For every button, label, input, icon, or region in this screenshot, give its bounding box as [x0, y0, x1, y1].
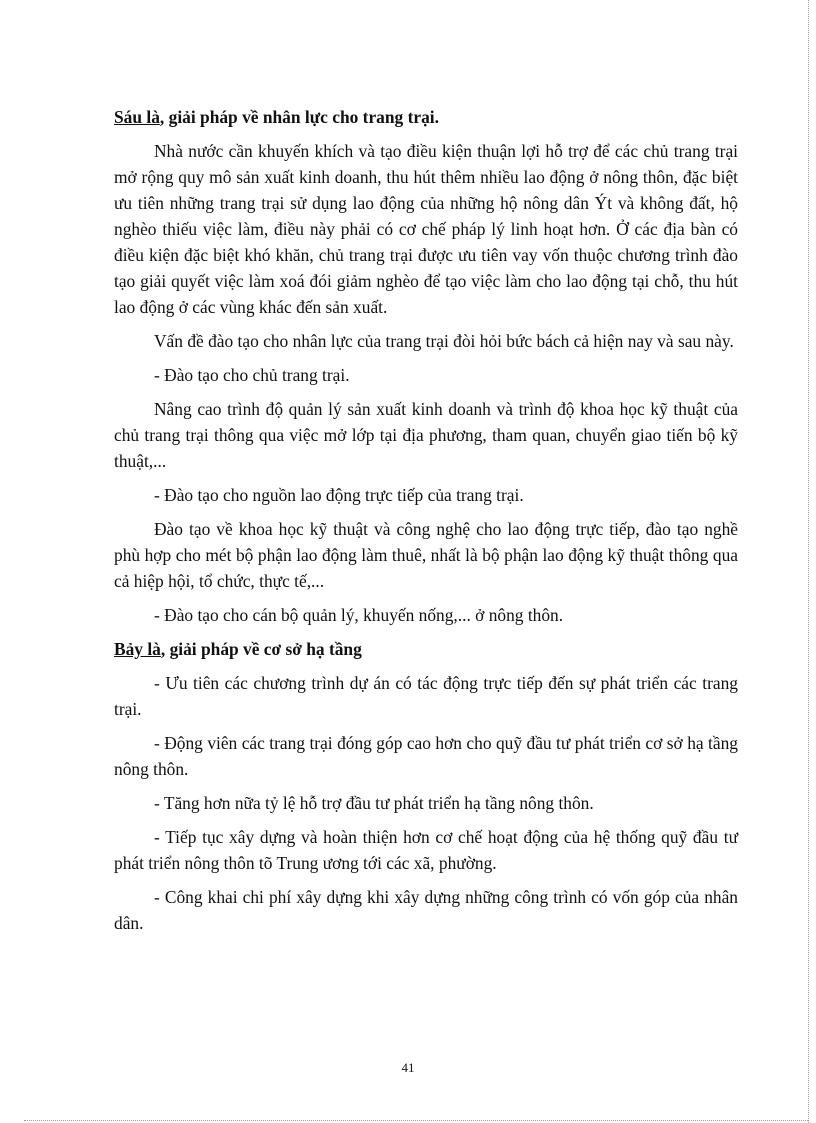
bullet-item: - Động viên các trang trại đóng góp cao hơn cho quỹ đầu tư phát triển cơ sở hạ tầng nông thôn. [114, 733, 738, 779]
paragraph: Nâng cao trình độ quản lý sản xuất kinh doanh và trình độ khoa học kỹ thuật của chủ trang trại thông qua việc mở lớp tại địa phương, tham quan, chuyển giao tiến bộ kỹ thuật,... [114, 399, 738, 471]
heading-lead: Sáu là [114, 107, 160, 127]
bullet-item: - Tiếp tục xây dựng và hoàn thiện hơn cơ chế hoạt động của hệ thống quỹ đầu tư phát triển nông thôn tõ Trung ương tới các xã, phường. [114, 827, 738, 873]
bullet-item: - Công khai chi phí xây dựng khi xây dựng những công trình có vốn góp của nhân dân. [114, 887, 738, 933]
page-number: 41 [401, 1060, 415, 1075]
section-heading-sau-la [114, 104, 738, 130]
section-heading-bay-la [114, 636, 738, 662]
bullet-item: - Đào tạo cho nguồn lao động trực tiếp của trang trại. [154, 485, 524, 505]
document-body [114, 104, 738, 944]
paragraph: Vấn đề đào tạo cho nhân lực của trang trại đòi hỏi bức bách cả hiện nay và sau này. [154, 331, 734, 351]
bullet-item: - Đào tạo cho chủ trang trại. [154, 365, 350, 385]
bullet-item: - Ưu tiên các chương trình dự án có tác động trực tiếp đến sự phát triển các trang trại. [114, 673, 738, 719]
page-border-bottom [24, 1120, 808, 1121]
heading-rest: , giải pháp về nhân lực cho trang trại. [159, 107, 439, 127]
paragraph: Đào tạo về khoa học kỹ thuật và công nghệ cho lao động trực tiếp, đào tạo nghề phù hợp cho mét bộ phận lao động làm thuê, nhất là bộ phận lao động kỹ thuật thông qua cả hiệp hội, tổ chức, thực tế,... [114, 519, 738, 591]
heading-rest: , giải pháp về cơ sở hạ tầng [160, 639, 362, 659]
heading-lead: Bảy là [114, 639, 161, 659]
paragraph: Nhà nước cần khuyến khích và tạo điều kiện thuận lợi hỗ trợ để các chủ trang trại mở rộng quy mô sản xuất kinh doanh, thu hút thêm nhiều lao động ở nông thôn, đặc biệt ưu tiên những trang trại sử dụng lao động của những hộ nông dân Ýt và không đất, hộ nghèo thiếu việc làm, điều này phải có cơ chế pháp lý linh hoạt hơn. Ở các địa bàn có điều kiện đặc biệt khó khăn, chủ trang trại được ưu tiên vay vốn thuộc chương trình đào tạo giải quyết việc làm xoá đói giảm nghèo để tạo việc làm cho lao động tại chỗ, thu hút lao động ở các vùng khác đến sản xuất. [114, 141, 738, 317]
bullet-item: - Đào tạo cho cán bộ quản lý, khuyến nống,... ở nông thôn. [154, 605, 564, 625]
bullet-item: - Tăng hơn nữa tỷ lệ hỗ trợ đầu tư phát triển hạ tầng nông thôn. [154, 793, 594, 813]
page-border-right [808, 0, 809, 1123]
